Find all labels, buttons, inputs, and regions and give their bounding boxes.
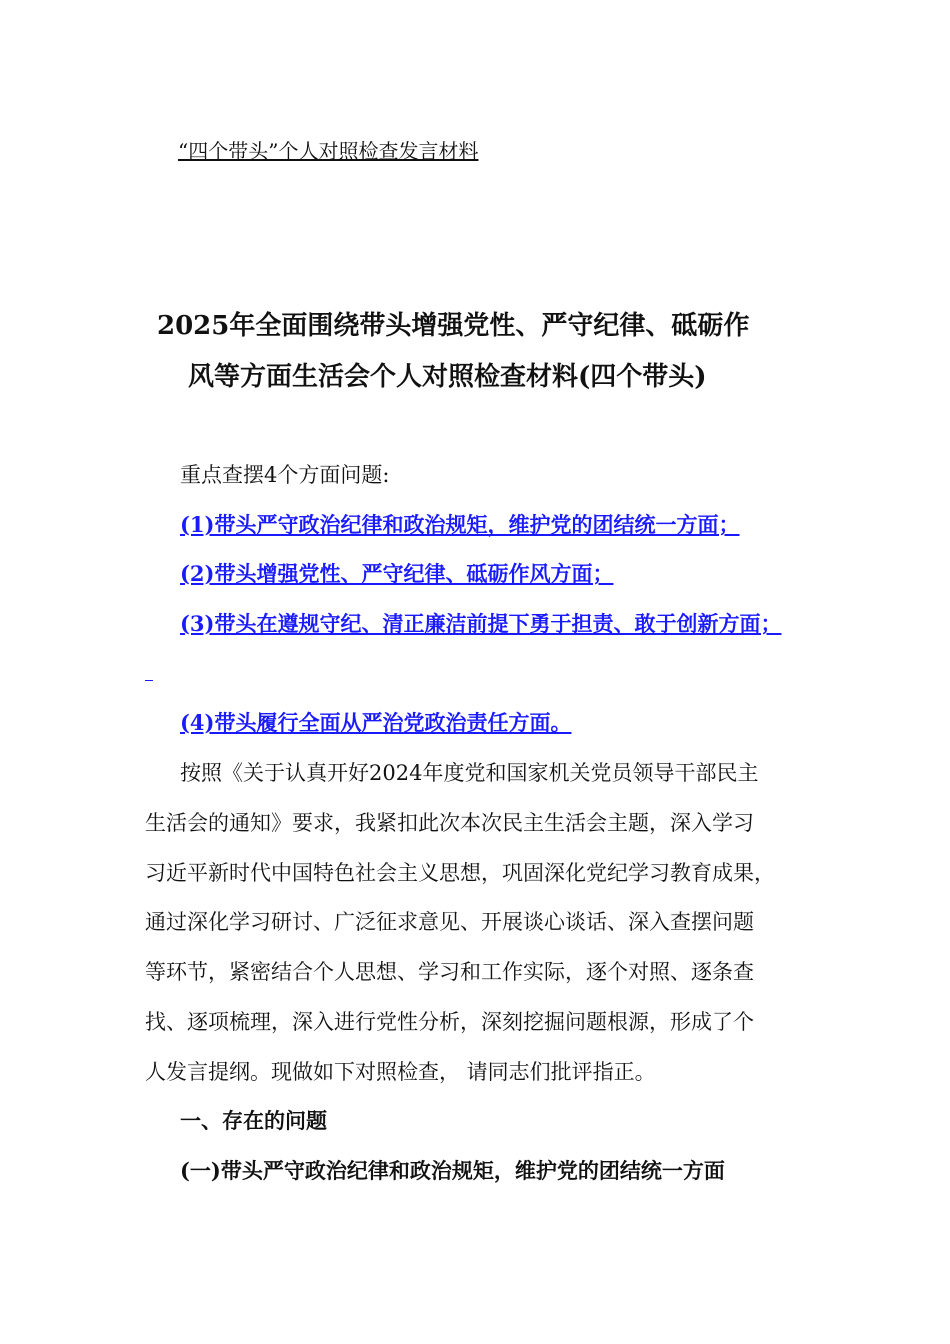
paragraph-line: 习近平新时代中国特色社会主义思想，巩固深化党纪学习教育成果， xyxy=(145,861,775,885)
section-heading: 一、存在的问题 xyxy=(180,1108,327,1133)
paragraph-line: 等环节，紧密结合个人思想、学习和工作实际，逐个对照、逐条查 xyxy=(145,960,754,984)
link-underline-fragment xyxy=(145,680,153,681)
document-title-line-1: 2025年全面围绕带头增强党性、严守纪律、砥砺作 xyxy=(157,311,750,341)
link-item-3[interactable]: (3)带头在遵规守纪、清正廉洁前提下勇于担责、敢于创新方面； xyxy=(180,611,782,636)
paragraph-line: 通过深化学习研讨、广泛征求意见、开展谈心谈话、深入查摆问题 xyxy=(145,910,754,934)
paragraph-line: 找、逐项梳理，深入进行党性分析，深刻挖掘问题根源，形成了个 xyxy=(145,1010,754,1034)
link-item-4[interactable]: (4)带头履行全面从严治党政治责任方面。 xyxy=(180,710,572,735)
subsection-heading: (一)带头严守政治纪律和政治规矩，维护党的团结统一方面 xyxy=(180,1158,725,1183)
paragraph-line: 人发言提纲。现做如下对照检查， 请同志们批评指正。 xyxy=(145,1060,656,1084)
document-title-line-2: 风等方面生活会个人对照检查材料(四个带头) xyxy=(188,362,707,392)
intro-text: 重点查摆4个方面问题: xyxy=(180,463,390,487)
link-item-2[interactable]: (2)带头增强党性、严守纪律、砥砺作风方面； xyxy=(180,561,614,586)
document-header: “四个带头”个人对照检查发言材料 xyxy=(178,139,479,163)
paragraph-line: 生活会的通知》要求，我紧扣此次本次民主生活会主题，深入学习 xyxy=(145,811,754,835)
paragraph-line: 按照《关于认真开好2024年度党和国家机关党员领导干部民主 xyxy=(180,761,759,785)
link-item-1[interactable]: (1)带头严守政治纪律和政治规矩，维护党的团结统一方面； xyxy=(180,512,740,537)
